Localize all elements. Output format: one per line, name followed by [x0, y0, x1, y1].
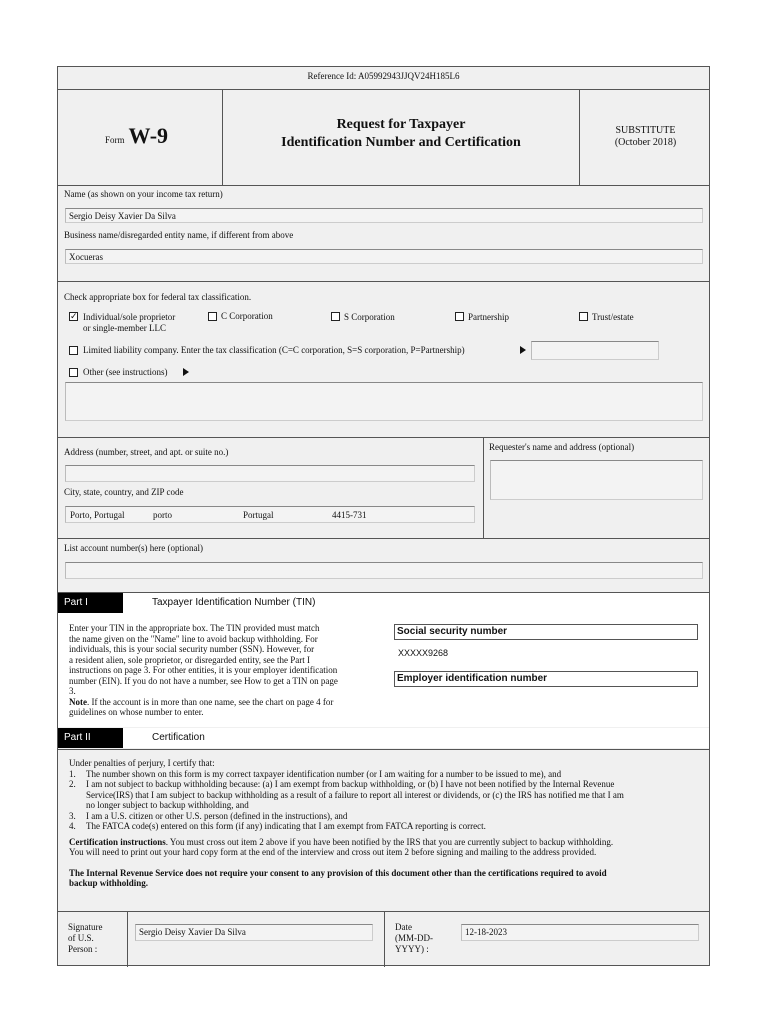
reference-label: Reference Id: — [307, 71, 357, 81]
reference-id — [58, 71, 709, 82]
option-c-corporation-label: C Corporation — [221, 311, 273, 321]
form-edition — [580, 125, 711, 149]
address-label: Address (number, street, and apt. or suite no.) — [64, 447, 229, 457]
certification-body — [69, 758, 704, 889]
address-field[interactable] — [65, 465, 475, 482]
title-line-2: Identification Number and Certification — [281, 135, 521, 150]
ssn-value[interactable]: XXXXX9268 — [398, 648, 449, 658]
part2-title: Certification — [152, 732, 205, 743]
form-title — [223, 116, 579, 152]
certification-item: 1. The number shown on this form is my correct taxpayer identification number (or I am waiting for a number to be issued to me), and — [69, 768, 562, 779]
option-partnership-label: Partnership — [468, 312, 509, 322]
certification-intro: Under penalties of perjury, I certify that: — [69, 758, 215, 768]
name-label: Name (as shown on your income tax return) — [64, 189, 223, 199]
state-value: porto — [153, 510, 172, 520]
certification-item: 4. The FATCA code(s) entered on this form (if any) indicating that I am exempt from FATCA reporting is correct. — [69, 821, 486, 831]
certification-item: 3. I am a U.S. citizen or other U.S. person (defined in the instructions), and — [69, 810, 348, 821]
checkbox-other[interactable] — [69, 368, 78, 377]
part1-title: Taxpayer Identification Number (TIN) — [152, 597, 316, 608]
ssn-label: Social security number — [394, 624, 698, 640]
part2-header — [58, 728, 709, 748]
account-label: List account number(s) here (optional) — [64, 543, 203, 553]
option-s-corporation-label: S Corporation — [344, 312, 395, 322]
certification-item: 2. I am not subject to backup withholding because: (a) I am exempt from backup withholding, or (b) I have not been notified by the Internal Revenue Service(IRS) that I am subject to backup withholding as a result of a failure to report all interest or dividends, or (c) the IRS has notified me that I am no longer subject to backup withholding, and — [69, 779, 624, 810]
other-arrow-icon — [183, 368, 189, 376]
zip-value: 4415-731 — [332, 510, 367, 520]
part1-header — [58, 593, 709, 613]
title-line-1: Request for Taxpayer — [336, 117, 466, 132]
classification-label: Check appropriate box for federal tax classification. — [64, 292, 252, 302]
requester-label: Requester's name and address (optional) — [489, 442, 635, 452]
part2-tag: Part II — [58, 728, 123, 748]
llc-label: Limited liability company. Enter the tax classification (C=C corporation, S=S corporation, P=Partnership) — [83, 345, 465, 355]
name-field[interactable]: Sergio Deisy Xavier Da Silva — [65, 208, 703, 223]
ein-label: Employer identification number — [394, 671, 698, 687]
certification-instructions: Certification instructions. You must cross out item 2 above if you have been notified by the IRS that you are currently subject to backup withholding. You will need to print out your hard copy form at the end of the interview and cross out item 2 before signing and mailing to the address provided. — [69, 836, 614, 857]
form-name: W-9 — [128, 123, 169, 148]
date-field[interactable]: 12-18-2023 — [461, 924, 699, 941]
checkbox-llc[interactable] — [69, 346, 78, 355]
tin-instructions: Enter your TIN in the appropriate box. The TIN provided must match the name given on the "Name" line to avoid backup withholding. For individuals, this is your social security number (SSN). However, for a resident alien, sole proprietor, or disregarded entity, see the Part I instructions on page 3. For other entities, it is your employer identification number (EIN). If you do not have a number, see How to get a TIN on page 3. Note. If the account is in more than one name, see the chart on page 4 for guidelines on whose number to enter. — [69, 623, 338, 717]
part1-tag: Part I — [58, 593, 123, 613]
other-field[interactable] — [65, 382, 703, 421]
edition-label: (October 2018) — [614, 137, 677, 148]
signature-label: Signature of U.S. Person : — [68, 922, 103, 954]
business-name-field[interactable]: Xocueras — [65, 249, 703, 264]
w9-form — [57, 66, 710, 966]
signature-field[interactable]: Sergio Deisy Xavier Da Silva — [135, 924, 373, 941]
form-prefix: Form — [105, 135, 125, 145]
account-field[interactable] — [65, 562, 703, 579]
certification-list — [69, 769, 704, 832]
checkbox-trust-estate[interactable] — [579, 312, 588, 321]
checkbox-partnership[interactable] — [455, 312, 464, 321]
other-label: Other (see instructions) — [83, 367, 168, 377]
option-individual-label: Individual/sole proprietor or single-member LLC — [83, 312, 176, 333]
business-name-label: Business name/disregarded entity name, if different from above — [64, 230, 294, 240]
requester-field[interactable] — [490, 460, 703, 500]
substitute-label: SUBSTITUTE — [615, 125, 676, 136]
llc-arrow-icon — [520, 346, 526, 354]
checkbox-individual[interactable]: ✓ — [70, 312, 78, 322]
llc-classification-field[interactable] — [531, 341, 659, 360]
note-bold: Note — [69, 696, 87, 707]
irs-consent-notice: The Internal Revenue Service does not require your consent to any provision of this document other than the certifications required to avoid backup withholding. — [69, 867, 607, 888]
form-number — [105, 123, 168, 149]
country-value: Portugal — [243, 510, 274, 520]
city-state-zip-field[interactable] — [65, 506, 475, 523]
checkbox-s-corporation[interactable] — [331, 312, 340, 321]
date-label: Date (MM-DD- YYYY) : — [395, 922, 433, 954]
checkbox-c-corporation[interactable] — [208, 312, 217, 321]
option-trust-estate-label: Trust/estate — [592, 312, 634, 322]
reference-value: A05992943JJQV24H185L6 — [357, 71, 460, 81]
city-value: Porto, Portugal — [70, 510, 125, 520]
city-label: City, state, country, and ZIP code — [64, 487, 184, 497]
